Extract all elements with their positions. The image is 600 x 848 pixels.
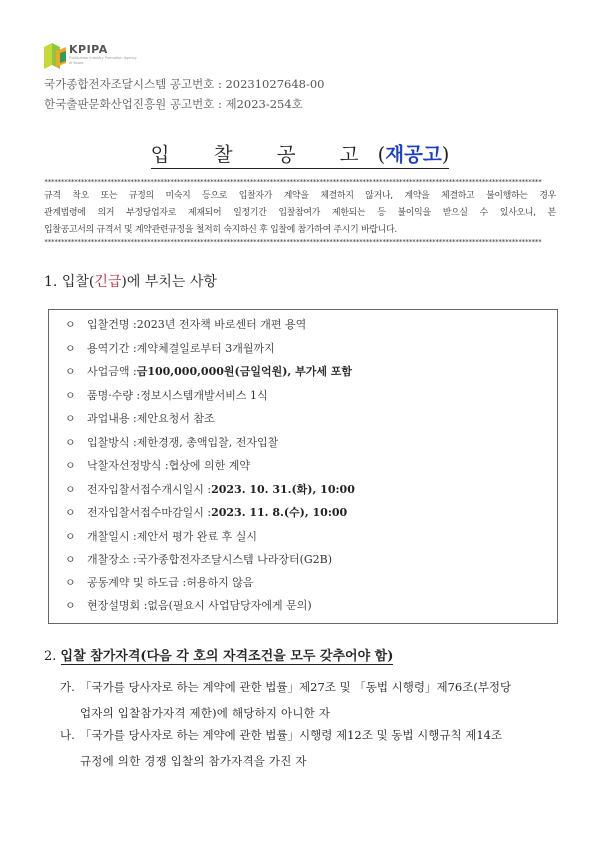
detail-value: 2023. 11. 8.(수), 10:00 [211, 506, 348, 519]
detail-value: 제한경쟁, 총액입찰, 전자입찰 [136, 436, 279, 449]
detail-label: 현장설명회 : [87, 599, 148, 612]
bullet-icon: ㅇ [65, 389, 76, 402]
kpipa-logo-mark [44, 43, 66, 69]
star-divider-top: ****************************************************************************************************************************************************** [44, 178, 542, 186]
section-2-heading [44, 648, 393, 666]
qualification-item-ga [60, 674, 511, 726]
detail-label: 입찰건명 : [87, 318, 137, 331]
detail-label: 과업내용 : [87, 412, 137, 425]
detail-value: 2023년 전자책 바로센터 개편 용역 [136, 318, 307, 331]
bullet-icon: ㅇ [65, 530, 76, 543]
detail-item-bid-method [65, 434, 278, 452]
title-reannouncement: 재공고 [385, 143, 442, 166]
bullet-icon: ㅇ [65, 506, 76, 519]
qualification-line: 규정에 의한 경쟁 입찰의 참가자격을 가진 자 [80, 754, 307, 768]
detail-value: 협상에 의한 계약 [168, 459, 250, 472]
bullet-icon: ㅇ [65, 576, 76, 589]
warning-line: 규격 착오 또는 규정의 미숙지 등으로 입찰자가 계약을 체결하지 않거나, 계약을 체결하고 불이행하는 경우 [44, 191, 556, 201]
logo-subtitle: Publication Industry Promotion Agency of Korea [69, 56, 137, 65]
section-2-number: 2. [44, 649, 57, 664]
kpipa-logo [44, 43, 139, 69]
bullet-icon: ㅇ [65, 553, 76, 566]
detail-label: 입찰방식 : [87, 436, 137, 449]
bullet-icon: ㅇ [65, 599, 76, 612]
qualification-item-na [60, 722, 502, 774]
qualification-marker: 나. [60, 728, 75, 742]
detail-item-joint-contract [65, 574, 253, 592]
section-2-condition: (다음 각 호의 자격조건을 모두 갖추어야 함) [140, 649, 394, 664]
g2b-notice-number: 국가종합전자조달시스템 공고번호 : 20231027648-00 [44, 77, 325, 91]
detail-label: 개찰장소 : [87, 553, 137, 566]
section-1-prefix: 입찰( [61, 274, 95, 290]
bullet-icon: ㅇ [65, 318, 76, 331]
warning-line: 입찰공고서의 규격서 및 계약관련규정을 철저히 숙지하신 후 입찰에 참가하여 주시기 바랍니다. [44, 225, 397, 235]
section-2-prefix: 입찰 참가자격 [60, 649, 141, 664]
detail-item-product-quantity [65, 387, 268, 405]
logo-name: KPIPA [69, 43, 108, 56]
bullet-icon: ㅇ [65, 412, 76, 425]
bullet-icon: ㅇ [65, 459, 76, 472]
title-open-paren: ( [377, 143, 386, 166]
detail-label: 품명·수량 : [87, 389, 141, 402]
star-divider-bottom: ****************************************************************************************************************************************************** [44, 238, 542, 246]
detail-value: 금100,000,000원(금일억원), 부가세 포함 [136, 365, 353, 378]
detail-item-bid-title [65, 316, 306, 334]
page-title [0, 143, 600, 169]
detail-item-task-content [65, 410, 215, 428]
detail-value: 2023. 10. 31.(화), 10:00 [211, 483, 355, 496]
title-close-paren: ) [441, 143, 450, 166]
detail-label: 공동계약 및 하도급 : [87, 576, 187, 589]
detail-value: 계약체결일로부터 3개월까지 [136, 342, 275, 355]
title-main: 입 찰 공 고 [150, 143, 378, 166]
bid-details-box [48, 309, 558, 624]
detail-value: 제안서 평가 완료 후 실시 [136, 530, 257, 543]
detail-item-submission-start [65, 481, 355, 499]
section-1-urgent: 긴급 [94, 274, 122, 290]
detail-value: 없음(필요시 사업담당자에게 문의) [147, 599, 312, 612]
detail-item-site-briefing [65, 597, 312, 615]
detail-label: 전자입찰서접수개시일시 : [87, 483, 212, 496]
detail-value: 허용하지 않음 [186, 576, 254, 589]
qualification-marker: 가. [60, 680, 75, 694]
detail-label: 사업금액 : [87, 365, 137, 378]
warning-paragraph [44, 188, 556, 239]
detail-item-submission-deadline [65, 504, 347, 522]
kpipa-notice-number: 한국출판문화산업진흥원 공고번호 : 제2023-254호 [44, 97, 303, 111]
bullet-icon: ㅇ [65, 483, 76, 496]
detail-value: 국가종합전자조달시스템 나라장터(G2B) [136, 553, 333, 566]
qualification-line: 업자의 입찰참가자격 제한)에 해당하지 아니한 자 [80, 706, 331, 720]
qualification-line: 「국가를 당사자로 하는 계약에 관한 법률」제27조 및 「동법 시행령」제76조(부정당 [80, 680, 512, 694]
detail-item-budget [65, 363, 352, 381]
detail-value: 정보시스템개발서비스 1식 [140, 389, 268, 402]
bullet-icon: ㅇ [65, 436, 76, 449]
section-1-suffix: )에 부치는 사항 [121, 274, 217, 290]
detail-item-service-period [65, 340, 275, 358]
warning-line: 관계법령에 의거 부정당업자로 제재되어 일정기간 입찰참여가 제한되는 등 불이익을 받으실 수 있사오니, 본 [44, 208, 556, 218]
bullet-icon: ㅇ [65, 365, 76, 378]
section-1-heading [44, 273, 217, 291]
detail-label: 용역기간 : [87, 342, 137, 355]
detail-value: 제안요청서 참조 [136, 412, 215, 425]
detail-item-opening-date [65, 528, 257, 546]
detail-item-opening-place [65, 551, 332, 569]
bullet-icon: ㅇ [65, 342, 76, 355]
section-1-number: 1. [44, 274, 58, 290]
detail-label: 전자입찰서접수마감일시 : [87, 506, 212, 519]
detail-label: 낙찰자선정방식 : [87, 459, 169, 472]
detail-label: 개찰일시 : [87, 530, 137, 543]
qualification-line: 「국가를 당사자로 하는 계약에 관한 법률」시행령 제12조 및 동법 시행규칙 제14조 [80, 728, 503, 742]
detail-item-selection-method [65, 457, 250, 475]
